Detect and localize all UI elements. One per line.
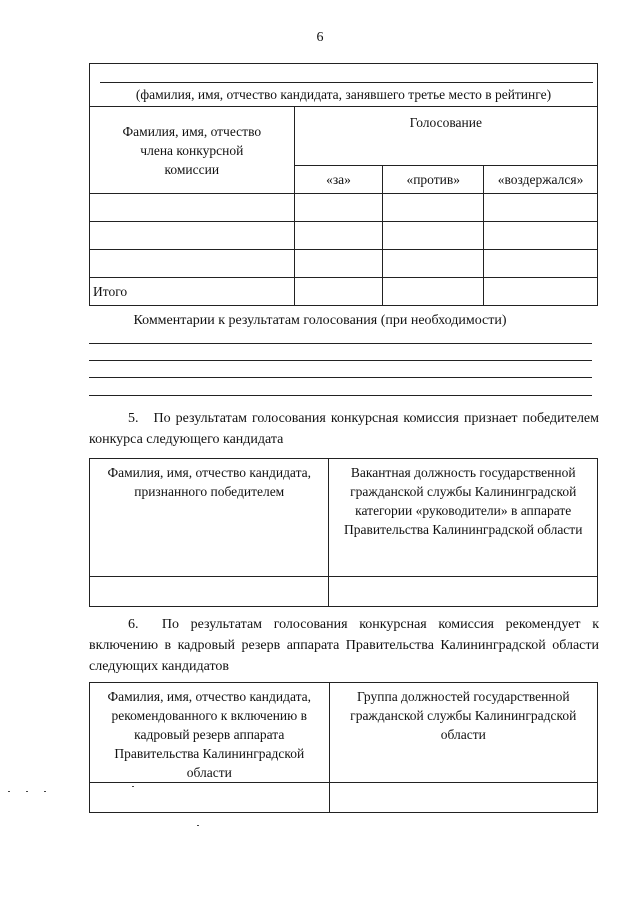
position-group-header: Группа должностей государственной гражданской службы Калининградской области [329,683,597,783]
comment-line [89,360,592,361]
vote-header: Голосование [294,107,597,166]
total-label: Итого [90,278,295,306]
scan-speck [197,825,199,826]
member-name-header: Фамилия, имя, отчество члена конкурсной комиссии [90,107,295,194]
voting-table [89,63,598,306]
scan-speck [26,791,28,792]
section-5-number: 5. [128,411,139,426]
section-6-number: 6. [128,617,139,632]
scan-speck [44,791,46,792]
scan-speck [8,791,10,792]
table-row [90,783,598,813]
vote-abstained-header: «воздержался» [484,166,598,194]
comment-line [89,343,592,344]
comment-line [89,395,592,396]
candidate-name-underline [100,82,593,83]
table-row [90,577,598,607]
vote-for-header: «за» [294,166,383,194]
candidate-caption-cell [90,64,598,107]
section-5-paragraph [89,408,599,450]
table-row [90,222,598,250]
reserve-candidate-header: Фамилия, имя, отчество кандидата, рекомендованного к включению в кадровый резерв аппарата Правительства Калининградской области [90,683,330,783]
total-row [90,278,598,306]
winner-table [89,458,598,607]
comment-line [89,377,592,378]
vote-against-header: «против» [383,166,484,194]
comments-title: Комментарии к результатам голосования (при необходимости) [133,313,507,328]
page-number: 6 [316,30,324,45]
table-row [90,250,598,278]
section-6-paragraph [89,614,599,677]
section-6-text: По результатам голосования конкурсная комиссия рекомендует к включению в кадровый резерв аппарата Правительства Калининградской области следующих кандидатов [89,617,599,674]
scan-speck [132,786,134,787]
section-5-text: По результатам голосования конкурсная комиссия признает победителем конкурса следующего кандидата [89,411,599,447]
winner-name-header: Фамилия, имя, отчество кандидата, признанного победителем [90,459,329,577]
table-row [90,194,598,222]
vacant-position-header: Вакантная должность государственной гражданской службы Калининградской категории «руководители» в аппарате Правительства Калининградской области [329,459,598,577]
reserve-table [89,682,598,813]
candidate-caption: (фамилия, имя, отчество кандидата, занявшего третье место в рейтинге) [135,87,552,102]
